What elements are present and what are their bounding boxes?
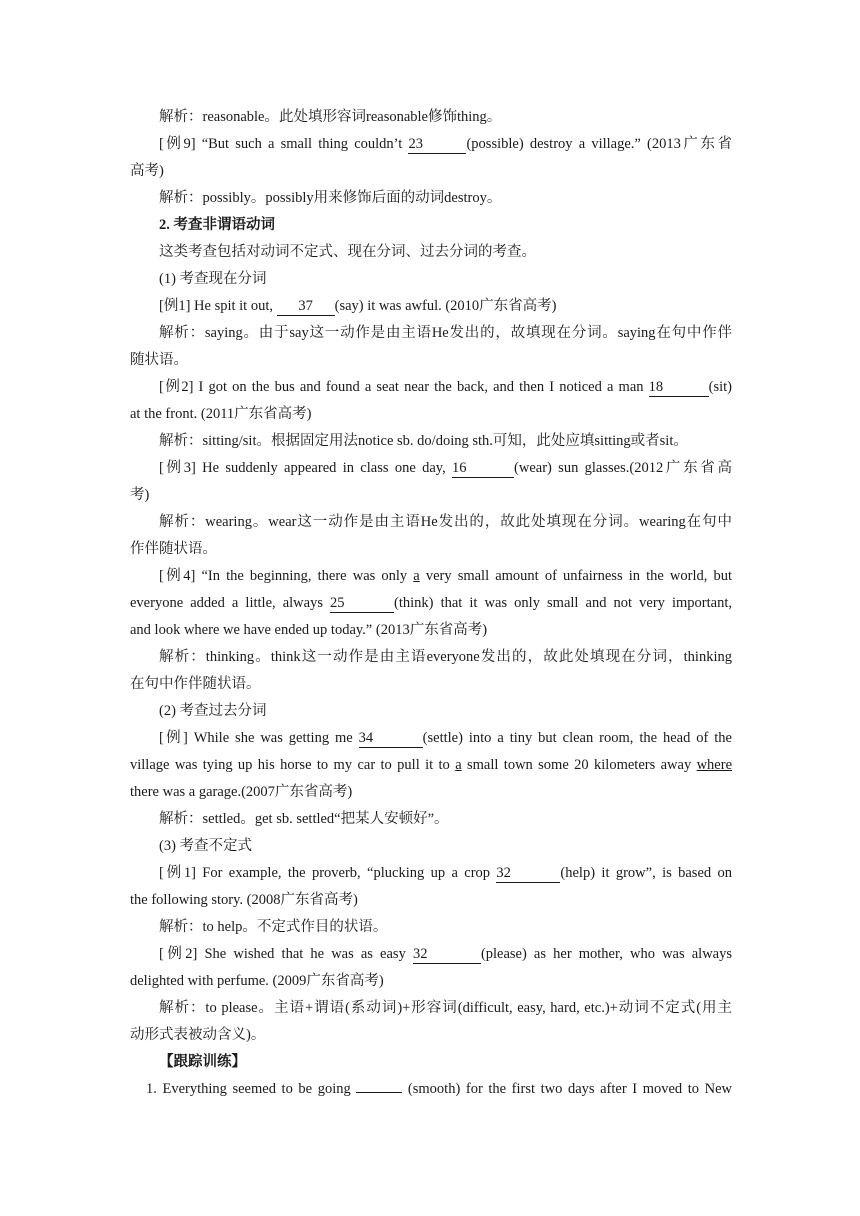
analysis-line: 解析：sitting/sit。根据固定用法notice sb. do/doing sth.可知，此处应填sitting或者sit。 [159, 433, 688, 449]
practice-heading: 【跟踪训练】 [159, 1054, 246, 1070]
example-line [159, 374, 732, 401]
underlined-word: a [413, 568, 420, 584]
example-line: 考) [130, 487, 150, 503]
section-heading: 2. 考查非谓语动词 [159, 217, 275, 233]
example-line [130, 590, 732, 617]
example-text: [例2] She wished that he was as easy [159, 946, 413, 962]
answer-blank: 16 [452, 460, 514, 478]
example-text: [例9] “But such a small thing couldn’t [159, 136, 409, 152]
analysis-line: 解析：thinking。think这一动作是由主语everyone发出的，故此处填现在分词，thinking [159, 649, 732, 665]
analysis-line: 作伴随状语。 [130, 541, 217, 557]
answer-blank: 32 [413, 946, 481, 964]
example-line [159, 860, 732, 887]
example-text: village was tying up his horse to my car to pull it to [130, 757, 456, 773]
example-text: everyone added a little, always [130, 595, 331, 611]
example-text: [例4] “In the beginning, there was only [159, 568, 414, 584]
example-line: delighted with perfume. (2009广东省高考) [130, 973, 384, 989]
example-line: 高考) [130, 163, 164, 179]
example-line [130, 752, 732, 779]
answer-blank: 25 [330, 595, 394, 613]
example-line [159, 293, 732, 320]
example-line: at the front. (2011广东省高考) [130, 406, 312, 422]
subsection-heading: (1) 考查现在分词 [159, 271, 267, 287]
example-text: (possible) destroy a village.” (2013广东省 [466, 136, 733, 152]
example-line [159, 131, 732, 158]
question-text: 1. Everything seemed to be going [146, 1081, 357, 1097]
example-text: (think) that it was only small and not very important, [394, 595, 732, 611]
analysis-line: 解析：to help。不定式作目的状语。 [159, 919, 388, 935]
example-line: there was a garage.(2007广东省高考) [130, 784, 353, 800]
subsection-heading: (2) 考查过去分词 [159, 703, 267, 719]
example-line: the following story. (2008广东省高考) [130, 892, 358, 908]
answer-blank: 32 [496, 865, 560, 883]
example-text: (settle) into a tiny but clean room, the head of the [422, 730, 732, 746]
analysis-line: 解析：reasonable。此处填形容词reasonable修饰thing。 [159, 109, 502, 125]
example-line [159, 563, 732, 590]
example-text: small town some 20 kilometers away [461, 757, 697, 773]
example-text: [例3] He suddenly appeared in class one day, [159, 460, 453, 476]
example-text: (sit) [708, 379, 732, 395]
analysis-line: 解析：wearing。wear这一动作是由主语He发出的，故此处填现在分词。wearing在句中 [159, 514, 732, 530]
example-text: very small amount of unfairness in the world, but [419, 568, 732, 584]
answer-blank: 23 [408, 136, 466, 154]
example-text: (say) it was awful. (2010广东省高考) [334, 298, 557, 314]
example-text: [例1] For example, the proverb, “plucking up a crop [159, 865, 497, 881]
question-text: (smooth) for the first two days after I moved to New [402, 1081, 732, 1097]
example-text: [例] While she was getting me [159, 730, 359, 746]
underlined-word: a [455, 757, 462, 773]
example-text: (please) as her mother, who was always [480, 946, 732, 962]
underlined-word: where [696, 757, 732, 773]
analysis-line: 动形式表被动含义)。 [130, 1027, 266, 1043]
section-intro: 这类考查包括对动词不定式、现在分词、过去分词的考查。 [159, 244, 536, 260]
analysis-line: 解析：to please。主语+谓语(系动词)+形容词(difficult, easy, hard, etc.)+动词不定式(用主 [159, 1000, 732, 1016]
analysis-line: 在句中作伴随状语。 [130, 676, 261, 692]
example-text: [例2] I got on the bus and found a seat near the back, and then I noticed a man [159, 379, 649, 395]
analysis-line: 解析：possibly。possibly用来修饰后面的动词destroy。 [159, 190, 502, 206]
analysis-line: 随状语。 [130, 352, 188, 368]
answer-blank: 37 [277, 298, 335, 316]
example-line [159, 725, 732, 752]
analysis-line: 解析：saying。由于say这一动作是由主语He发出的，故填现在分词。saying在句中作伴 [159, 325, 732, 341]
answer-blank: 34 [359, 730, 423, 748]
example-line [159, 941, 732, 968]
analysis-line: 解析：settled。get sb. settled“把某人安顿好”。 [159, 811, 449, 827]
example-line [159, 455, 732, 482]
example-line: and look where we have ended up today.” (2013广东省高考) [130, 622, 488, 638]
subsection-heading: (3) 考查不定式 [159, 838, 253, 854]
practice-question [146, 1076, 732, 1103]
answer-blank: 18 [649, 379, 709, 397]
answer-blank [356, 1092, 402, 1093]
example-text: [例1] He spit it out, [159, 298, 277, 314]
example-text: (help) it grow”, is based on [560, 865, 732, 881]
example-text: (wear) sun glasses.(2012广东省高 [514, 460, 732, 476]
